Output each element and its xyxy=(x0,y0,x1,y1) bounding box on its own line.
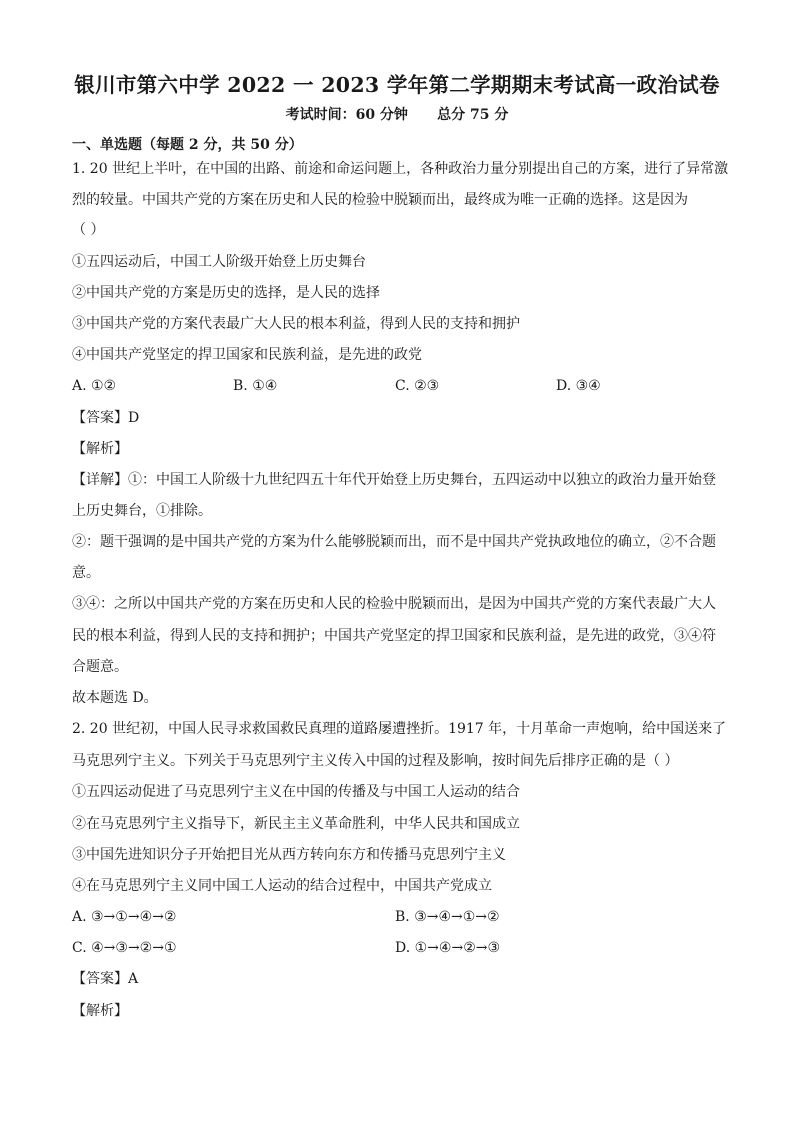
q2-option-a: A. ③→①→④→② xyxy=(72,909,177,925)
q1-detail-line: ②：题干强调的是中国共产党的方案为什么能够脱颖而出，而不是中国共产党执政地位的确立，②不合题 xyxy=(72,534,716,550)
q1-detail-line: 意。 xyxy=(72,565,100,581)
q1-option-a: A. ①② xyxy=(72,378,117,394)
q1-conclusion: 故本题选 D。 xyxy=(72,690,158,706)
q2-analysis-label: 【解析】 xyxy=(72,1003,128,1019)
q2-option-d: D. ①→④→②→③ xyxy=(395,940,501,956)
exam-title: 银川市第六中学 2022 一 2023 学年第二学期期末考试高一政治试卷 xyxy=(74,73,720,97)
q2-statement: ③中国先进知识分子开始把目光从西方转向东方和传播马克思列宁主义 xyxy=(72,847,506,863)
q1-option-c: C. ②③ xyxy=(395,378,440,394)
q2-stem-line: 2. 20 世纪初，中国人民寻求救国救民真理的道路屡遭挫折。1917 年，十月革命一声炮响，给中国送来了 xyxy=(72,721,727,737)
q1-stem-line: （ ） xyxy=(72,222,105,238)
q1-option-d: D. ③④ xyxy=(556,378,601,394)
q2-statement: ④在马克思列宁主义同中国工人运动的结合过程中，中国共产党成立 xyxy=(72,878,492,894)
q1-stem-line: 烈的较量。中国共产党的方案在历史和人民的检验中脱颖而出，最终成为唯一正确的选择。这是因为 xyxy=(72,192,688,208)
exam-subtitle: 考试时间：60 分钟 总分 75 分 xyxy=(285,107,509,123)
q2-stem-line: 马克思列宁主义。下列关于马克思列宁主义传入中国的过程及影响，按时间先后排序正确的是（ ） xyxy=(72,753,679,769)
q1-detail-line: 合题意。 xyxy=(72,659,128,675)
q2-answer: 【答案】A xyxy=(72,971,139,987)
q1-statement: ②中国共产党的方案是历史的选择，是人民的选择 xyxy=(72,285,380,301)
section-heading: 一、单选题（每题 2 分，共 50 分） xyxy=(72,137,303,153)
q2-option-c: C. ④→③→②→① xyxy=(72,940,177,956)
q1-answer: 【答案】D xyxy=(72,410,140,426)
q1-option-b: B. ①④ xyxy=(233,378,278,394)
q1-detail-line: 民的根本利益，得到人民的支持和拥护；中国共产党坚定的捍卫国家和民族利益，是先进的政党，③④符 xyxy=(72,628,716,644)
q1-statement: ①五四运动后，中国工人阶级开始登上历史舞台 xyxy=(72,254,366,270)
q1-stem-line: 1. 20 世纪上半叶，在中国的出路、前途和命运问题上，各种政治力量分别提出自己的方案，进行了异常激 xyxy=(72,161,729,177)
q1-statement: ④中国共产党坚定的捍卫国家和民族利益，是先进的政党 xyxy=(72,347,422,363)
q2-statement: ①五四运动促进了马克思列宁主义在中国的传播及与中国工人运动的结合 xyxy=(72,784,520,800)
q1-statement: ③中国共产党的方案代表最广大人民的根本利益，得到人民的支持和拥护 xyxy=(72,316,520,332)
q1-analysis-label: 【解析】 xyxy=(72,441,128,457)
q1-detail-line: ③④：之所以中国共产党的方案在历史和人民的检验中脱颖而出，是因为中国共产党的方案代表最广大人 xyxy=(72,596,716,612)
q2-option-b: B. ③→④→①→② xyxy=(395,909,500,925)
q1-detail-line: 上历史舞台，①排除。 xyxy=(72,503,212,519)
q2-statement: ②在马克思列宁主义指导下，新民主主义革命胜利，中华人民共和国成立 xyxy=(72,816,520,832)
q1-detail-line: 【详解】①：中国工人阶级十九世纪四五十年代开始登上历史舞台，五四运动中以独立的政治力量开始登 xyxy=(72,472,716,488)
